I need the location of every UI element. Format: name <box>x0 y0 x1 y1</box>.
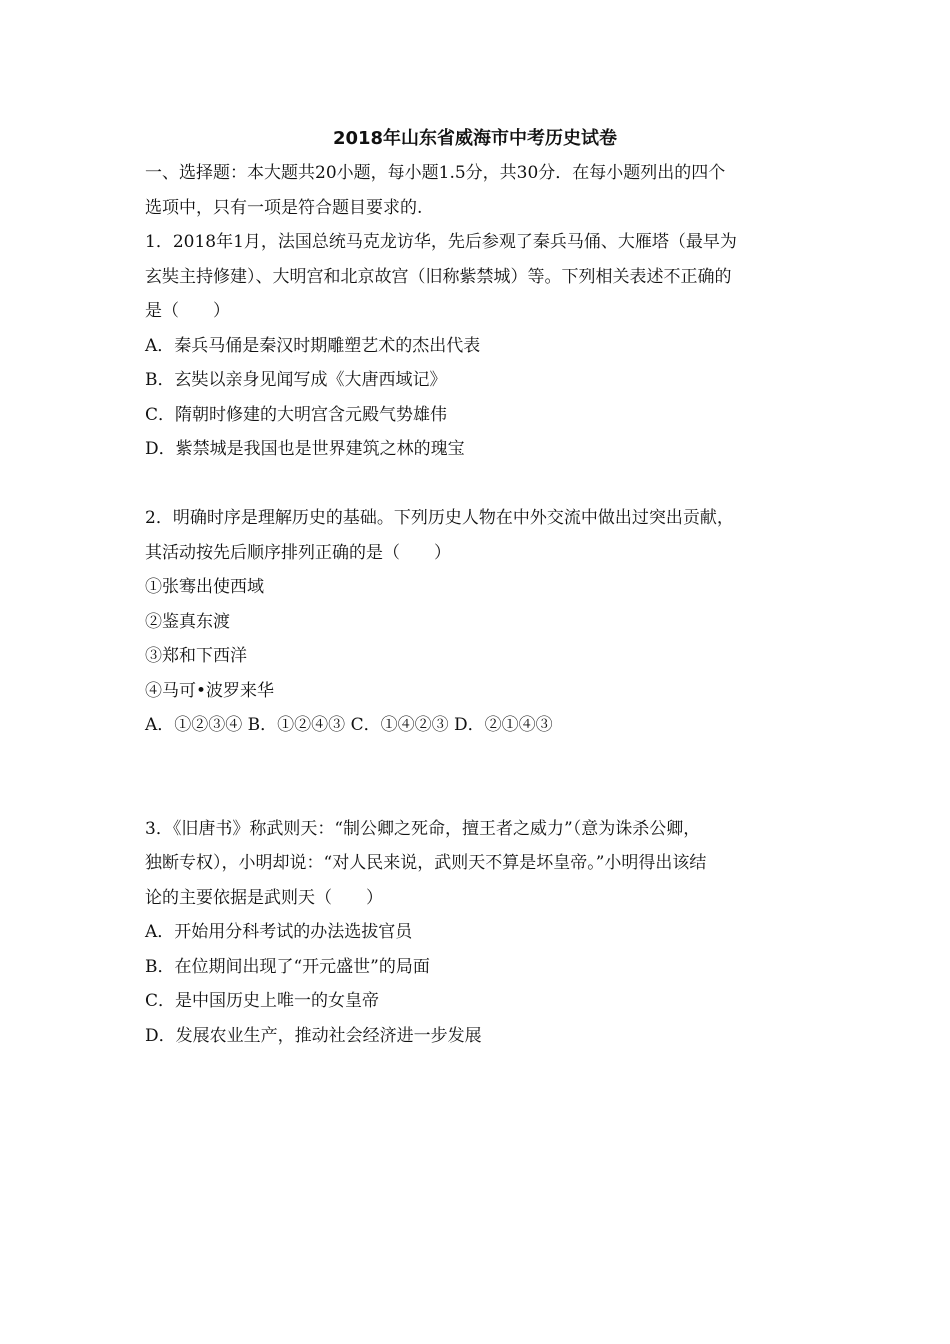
exam-content <box>145 156 815 1053</box>
question-stem-line: 玄奘主持修建）、大明宫和北京故宫（旧称紫禁城）等。下列相关表述不正确的 <box>145 266 732 287</box>
spacer <box>145 467 815 502</box>
question-item: ①张骞出使西域 <box>145 577 264 597</box>
answer-options-row: A．①②③④ B．①②④③ C．①④②③ D．②①④③ <box>145 715 553 735</box>
section-line: 选项中，只有一项是符合题目要求的. <box>145 197 423 218</box>
answer-option: B．玄奘以亲身见闻写成《大唐西域记》 <box>145 370 447 390</box>
answer-option: D．紫禁城是我国也是世界建筑之林的瑰宝 <box>145 439 465 459</box>
question-item: ③郑和下西洋 <box>145 646 247 666</box>
answer-option: B．在位期间出现了“开元盛世”的局面 <box>145 956 430 977</box>
question-stem-line: 3．《旧唐书》称武则天：“制公卿之死命，擅王者之威力”（意为诛杀公卿， <box>145 818 701 839</box>
section-line: 一、选择题：本大题共20小题，每小题1.5分，共30分．在每小题列出的四个 <box>145 163 726 183</box>
question-1 <box>145 225 815 467</box>
question-3 <box>145 812 815 1054</box>
answer-option: A．开始用分科考试的办法选拔官员 <box>145 922 413 942</box>
question-stem-line: 1．2018年1月，法国总统马克龙访华，先后参观了秦兵马俑、大雁塔（最早为 <box>145 232 737 252</box>
answer-option: A．秦兵马俑是秦汉时期雕塑艺术的杰出代表 <box>145 335 481 356</box>
question-item: ②鉴真东渡 <box>145 611 230 632</box>
question-2 <box>145 501 815 743</box>
answer-option: C．隋朝时修建的大明宫含元殿气势雄伟 <box>145 404 448 425</box>
question-stem-line: 其活动按先后顺序排列正确的是（ ） <box>145 542 451 563</box>
question-stem-line: 论的主要依据是武则天（ ） <box>145 887 383 908</box>
question-stem-line: 是（ ） <box>145 301 230 321</box>
question-item: ④马可•波罗来华 <box>145 680 275 701</box>
answer-option: C．是中国历史上唯一的女皇帝 <box>145 991 380 1011</box>
answer-option: D．发展农业生产，推动社会经济进一步发展 <box>145 1025 482 1046</box>
page-title: 2018年山东省威海市中考历史试卷 <box>332 128 618 149</box>
spacer <box>145 743 815 812</box>
question-stem-line: 2．明确时序是理解历史的基础。下列历史人物在中外交流中做出过突出贡献， <box>145 508 734 528</box>
section-instructions <box>145 156 815 225</box>
question-stem-line: 独断专权），小明却说：“对人民来说，武则天不算是坏皇帝。”小明得出该结 <box>145 853 707 873</box>
